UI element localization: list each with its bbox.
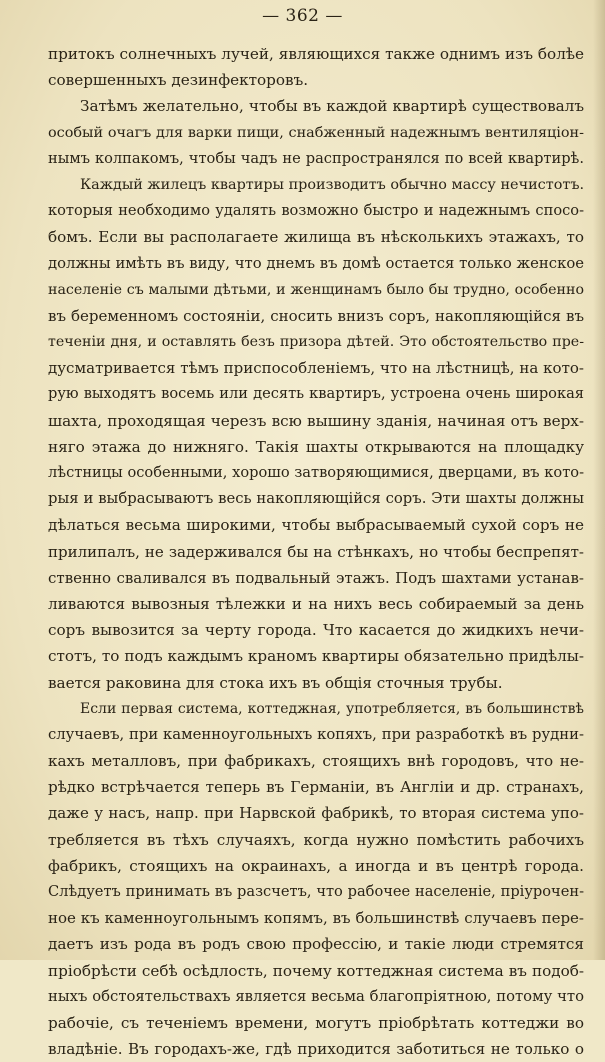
text-line: кахъ металловъ, при фабрикахъ, стоящихъ внѣ городовъ, что не- (48, 752, 584, 771)
text-line: притокъ солнечныхъ лучей, являющихся также однимъ изъ болѣе (48, 45, 584, 63)
text-line: лѣстницы особенными, хорошо затворяющимися, дверцами, въ кото- (48, 464, 584, 481)
text-line: ное къ каменноугольнымъ копямъ, въ большинствѣ случаевъ пере- (48, 909, 584, 928)
text-line: даетъ изъ рода въ родъ свою профессію, и такіе люди стремятся (48, 935, 584, 954)
text-line: рабочіе, съ теченіемъ времени, могутъ пріобрѣтать коттеджи во (48, 1013, 584, 1032)
text-line: владѣніе. Въ городахъ-же, гдѣ приходится заботиться не только о (48, 1040, 584, 1059)
text-line: бомъ. Если вы располагаете жилища въ нѣсколькихъ этажахъ, то (48, 228, 584, 247)
text-line: Каждый жилецъ квартиры производитъ обычно массу нечистотъ. (80, 176, 584, 193)
text-line: рѣдко встрѣчается теперь въ Германіи, въ Англіи и др. странахъ, (48, 778, 584, 797)
text-line: Слѣдуетъ принимать въ разсчетъ, что рабочее населеніе, пріурочен- (48, 883, 584, 900)
text-line: теченіи дня, и оставлять безъ призора дѣтей. Это обстоятельство пре- (48, 334, 584, 351)
text-line: совершенныхъ дезинфекторовъ. (48, 71, 309, 90)
text-line: въ беременномъ состояніи, сносить внизъ соръ, накопляющійся въ (48, 306, 584, 325)
text-line: дусматривается тѣмъ приспособленіемъ, что на лѣстницѣ, на кото- (48, 359, 584, 378)
text-line: соръ вывозится за черту города. Что касается до жидкихъ нечи- (48, 621, 584, 640)
text-line: няго этажа до нижняго. Такія шахты открываются на площадку (48, 437, 584, 456)
text-line: Если первая система, коттеджная, употребляется, въ большинствѣ (80, 700, 584, 717)
text-line: нымъ колпакомъ, чтобы чадъ не распространялся по всей квартирѣ. (48, 149, 584, 167)
text-line: населеніе съ малыми дѣтьми, и женщинамъ было бы трудно, особенно (48, 281, 584, 298)
page-edge-shadow (593, 0, 605, 960)
text-line: рыя и выбрасываютъ весь накопляющійся соръ. Эти шахты должны (48, 490, 584, 508)
text-line: даже у насъ, напр. при Нарвской фабрикѣ, то вторая система упо- (48, 804, 584, 823)
text-line: шахта, проходящая черезъ всю вышину зданія, начиная отъ верх- (48, 411, 584, 430)
text-line: которыя необходимо удалять возможно быстро и надежнымъ спосо- (48, 202, 584, 220)
text-line: Затѣмъ желательно, чтобы въ каждой квартирѣ существовалъ (80, 97, 584, 116)
text-line: фабрикъ, стоящихъ на окраинахъ, а иногда и въ центрѣ города. (48, 856, 584, 875)
text-line: ственно сваливался въ подвальный этажъ. Подъ шахтами устанав- (48, 568, 584, 587)
text-line: прилипалъ, не задерживался бы на стѣнкахъ, но чтобы беспрепят- (48, 542, 584, 561)
text-line: случаевъ, при каменноугольныхъ копяхъ, при разработкѣ въ рудни- (48, 725, 584, 743)
page-number: — 362 — (262, 6, 343, 26)
text-line: дѣлаться весьма широкими, чтобы выбрасываемый сухой соръ не (48, 516, 584, 535)
text-line: должны имѣть въ виду, что днемъ въ домѣ остается только женское (48, 254, 584, 272)
text-line: ливаются вывозныя тѣлежки и на нихъ весь собираемый за день (48, 594, 584, 613)
text-line: рую выходятъ восемь или десять квартиръ, устроена очень широкая (48, 385, 584, 403)
text-line: требляется въ тѣхъ случаяхъ, когда нужно помѣстить рабочихъ (48, 830, 584, 849)
text-line: особый очагъ для варки пищи, снабженный надежнымъ вентиляціон- (48, 124, 584, 141)
text-line: пріобрѣсти себѣ осѣдлость, почему коттеджная система въ подоб- (48, 961, 584, 980)
text-line: стотъ, то подъ каждымъ краномъ квартиры обязательно придѣлы- (48, 647, 584, 666)
text-line: ныхъ обстоятельствахъ является весьма благопріятною, потому что (48, 987, 584, 1005)
text-body (48, 41, 584, 1062)
text-line: вается раковина для стока ихъ въ общія сточныя трубы. (48, 673, 503, 692)
